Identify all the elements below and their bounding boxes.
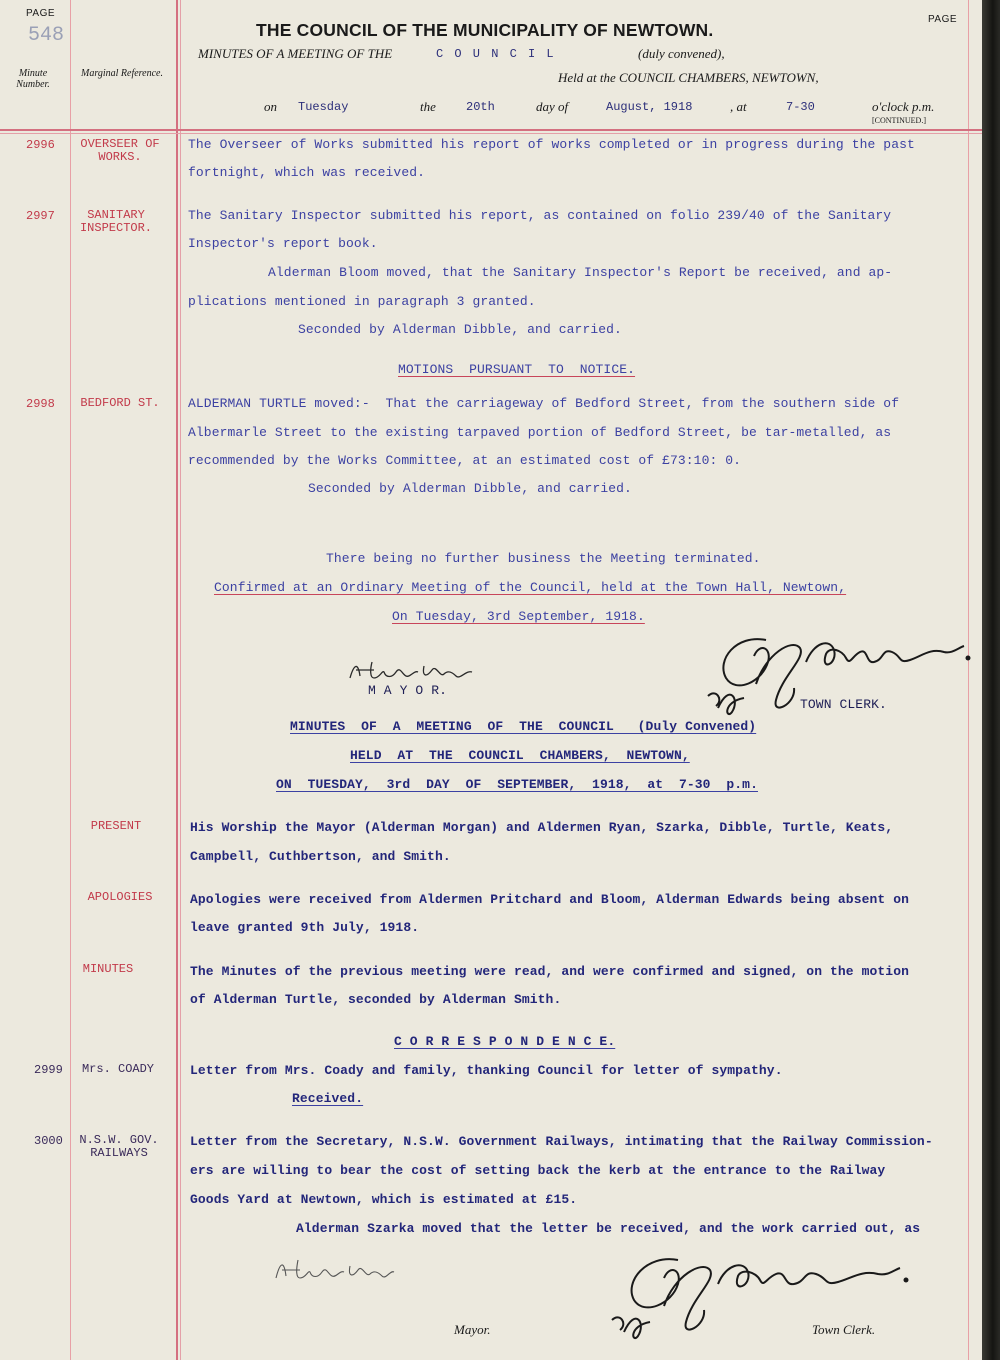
column-head-marginal-reference: Marginal Reference.: [80, 68, 163, 79]
marginal-reference: PRESENT: [90, 819, 142, 833]
minute-text-line: Albermarle Street to the existing tarpaved portion of Bedford Street, be tar-metalled, as: [188, 425, 892, 440]
mayor-label: M A Y O R.: [368, 683, 448, 698]
held-at-label: Held at the COUNCIL CHAMBERS, NEWTOWN,: [558, 70, 819, 85]
footer-town-clerk-label: Town Clerk.: [812, 1322, 876, 1337]
minute-text-line: Goods Yard at Newtown, which is estimated at £15.: [190, 1192, 578, 1207]
oclock-label: o'clock p.m.: [872, 99, 935, 114]
minute-text-line: Letter from the Secretary, N.S.W. Government Railways, intimating that the Railway Commission-: [190, 1134, 933, 1149]
time-value: 7-30: [786, 100, 815, 114]
minute-text-line: ers are willing to bear the cost of setting back the kerb at the entrance to the Railway: [190, 1163, 886, 1178]
page-label-right: PAGE: [928, 14, 958, 25]
minute-number: 2997: [26, 209, 55, 223]
column-head-minute-number: Minute Number.: [16, 68, 50, 90]
minute-text-line: Seconded by Alderman Dibble, and carried.: [298, 322, 622, 337]
minute-text-line: Received.: [292, 1091, 364, 1106]
section-heading: MOTIONS PURSUANT TO NOTICE.: [398, 362, 636, 377]
day-value: 20th: [466, 100, 495, 114]
at-label: , at: [730, 99, 747, 114]
town-clerk-label: TOWN CLERK.: [800, 697, 887, 712]
minute-text-line: Apologies were received from Aldermen Pritchard and Bloom, Alderman Edwards being absent on: [190, 892, 910, 907]
month-year-value: August, 1918: [606, 100, 693, 114]
footer-mayor-label: Mayor.: [454, 1322, 491, 1337]
meeting-heading-line-2: HELD AT THE COUNCIL CHAMBERS, NEWTOWN,: [350, 748, 690, 763]
marginal-reference: Mrs. COADY: [81, 1062, 154, 1076]
minute-text-line: leave granted 9th July, 1918.: [190, 920, 420, 935]
minute-text-line: The Overseer of Works submitted his report of works completed or in progress during the past: [188, 137, 915, 152]
mayor-signature-2: [270, 1252, 400, 1292]
meeting-heading-line-3: ON TUESDAY, 3rd DAY OF SEPTEMBER, 1918, at 7-30 p.m.: [276, 777, 758, 792]
margin-rule-right: [176, 0, 178, 1360]
minute-text-line: His Worship the Mayor (Alderman Morgan) and Aldermen Ryan, Szarka, Dibble, Turtle, Keats,: [190, 820, 894, 835]
marginal-reference: OVERSEER OF WORKS.: [80, 137, 160, 164]
marginal-reference: SANITARY INSPECTOR.: [79, 208, 152, 235]
marginal-reference: MINUTES: [82, 962, 134, 976]
minute-text-line: recommended by the Works Committee, at an estimated cost of £73:10: 0.: [188, 453, 742, 468]
minute-text-line: Campbell, Cuthbertson, and Smith.: [190, 849, 451, 864]
meeting-heading-line-1: MINUTES OF A MEETING OF THE COUNCIL (Duly Convened): [290, 719, 757, 734]
page-label-left: PAGE: [26, 8, 56, 19]
marginal-reference: BEDFORD ST.: [80, 396, 160, 410]
section-heading: C O R R E S P O N D E N C E.: [394, 1034, 616, 1049]
minute-text-line: plications mentioned in paragraph 3 granted.: [188, 294, 536, 309]
minute-text-line: ALDERMAN TURTLE moved:- That the carriageway of Bedford Street, from the southern side of: [188, 396, 900, 411]
minute-text-line: fortnight, which was received.: [188, 165, 426, 180]
confirmation-date: On Tuesday, 3rd September, 1918.: [392, 609, 645, 624]
marginal-reference: APOLOGIES: [87, 890, 153, 904]
margin-rule-right-2: [180, 0, 181, 1360]
minute-text-line: Seconded by Alderman Dibble, and carried.: [308, 481, 632, 496]
minute-number: 2996: [26, 138, 55, 152]
header-rule-2: [0, 133, 982, 134]
weekday-value: Tuesday: [298, 100, 349, 114]
day-of-label: day of: [536, 99, 569, 114]
the-label: the: [420, 99, 436, 114]
on-label: on: [264, 99, 277, 114]
minute-text-line: Alderman Bloom moved, that the Sanitary Inspector's Report be received, and ap-: [268, 265, 893, 280]
continued-label: [CONTINUED.]: [872, 116, 926, 125]
minutes-of-label: MINUTES OF A MEETING OF THE: [198, 46, 393, 61]
book-binding: [982, 0, 1000, 1360]
minute-number: 3000: [34, 1134, 63, 1148]
minute-text-line: Letter from Mrs. Coady and family, thanking Council for letter of sympathy.: [190, 1063, 783, 1078]
minute-text-line: The Minutes of the previous meeting were read, and were confirmed and signed, on the motion: [190, 964, 910, 979]
minute-number: 2998: [26, 397, 55, 411]
body-name: C O U N C I L: [436, 47, 556, 61]
closing-line: There being no further business the Meeting terminated.: [326, 551, 761, 566]
minute-number: 2999: [34, 1063, 63, 1077]
minute-text-line: of Alderman Turtle, seconded by Alderman Smith.: [190, 992, 562, 1007]
convened-label: (duly convened),: [638, 46, 725, 61]
minute-text-line: Alderman Szarka moved that the letter be received, and the work carried out, as: [296, 1221, 921, 1236]
confirmation-line: Confirmed at an Ordinary Meeting of the Council, held at the Town Hall, Newtown,: [214, 580, 847, 595]
header-rule: [0, 129, 982, 131]
minute-text-line: Inspector's report book.: [188, 236, 378, 251]
marginal-reference: N.S.W. GOV. RAILWAYS: [79, 1133, 159, 1160]
page-title: THE COUNCIL OF THE MUNICIPALITY OF NEWTOWN.: [256, 20, 714, 40]
minute-text-line: The Sanitary Inspector submitted his report, as contained on folio 239/40 of the Sanitary: [188, 208, 892, 223]
page-number: 548: [28, 24, 65, 47]
